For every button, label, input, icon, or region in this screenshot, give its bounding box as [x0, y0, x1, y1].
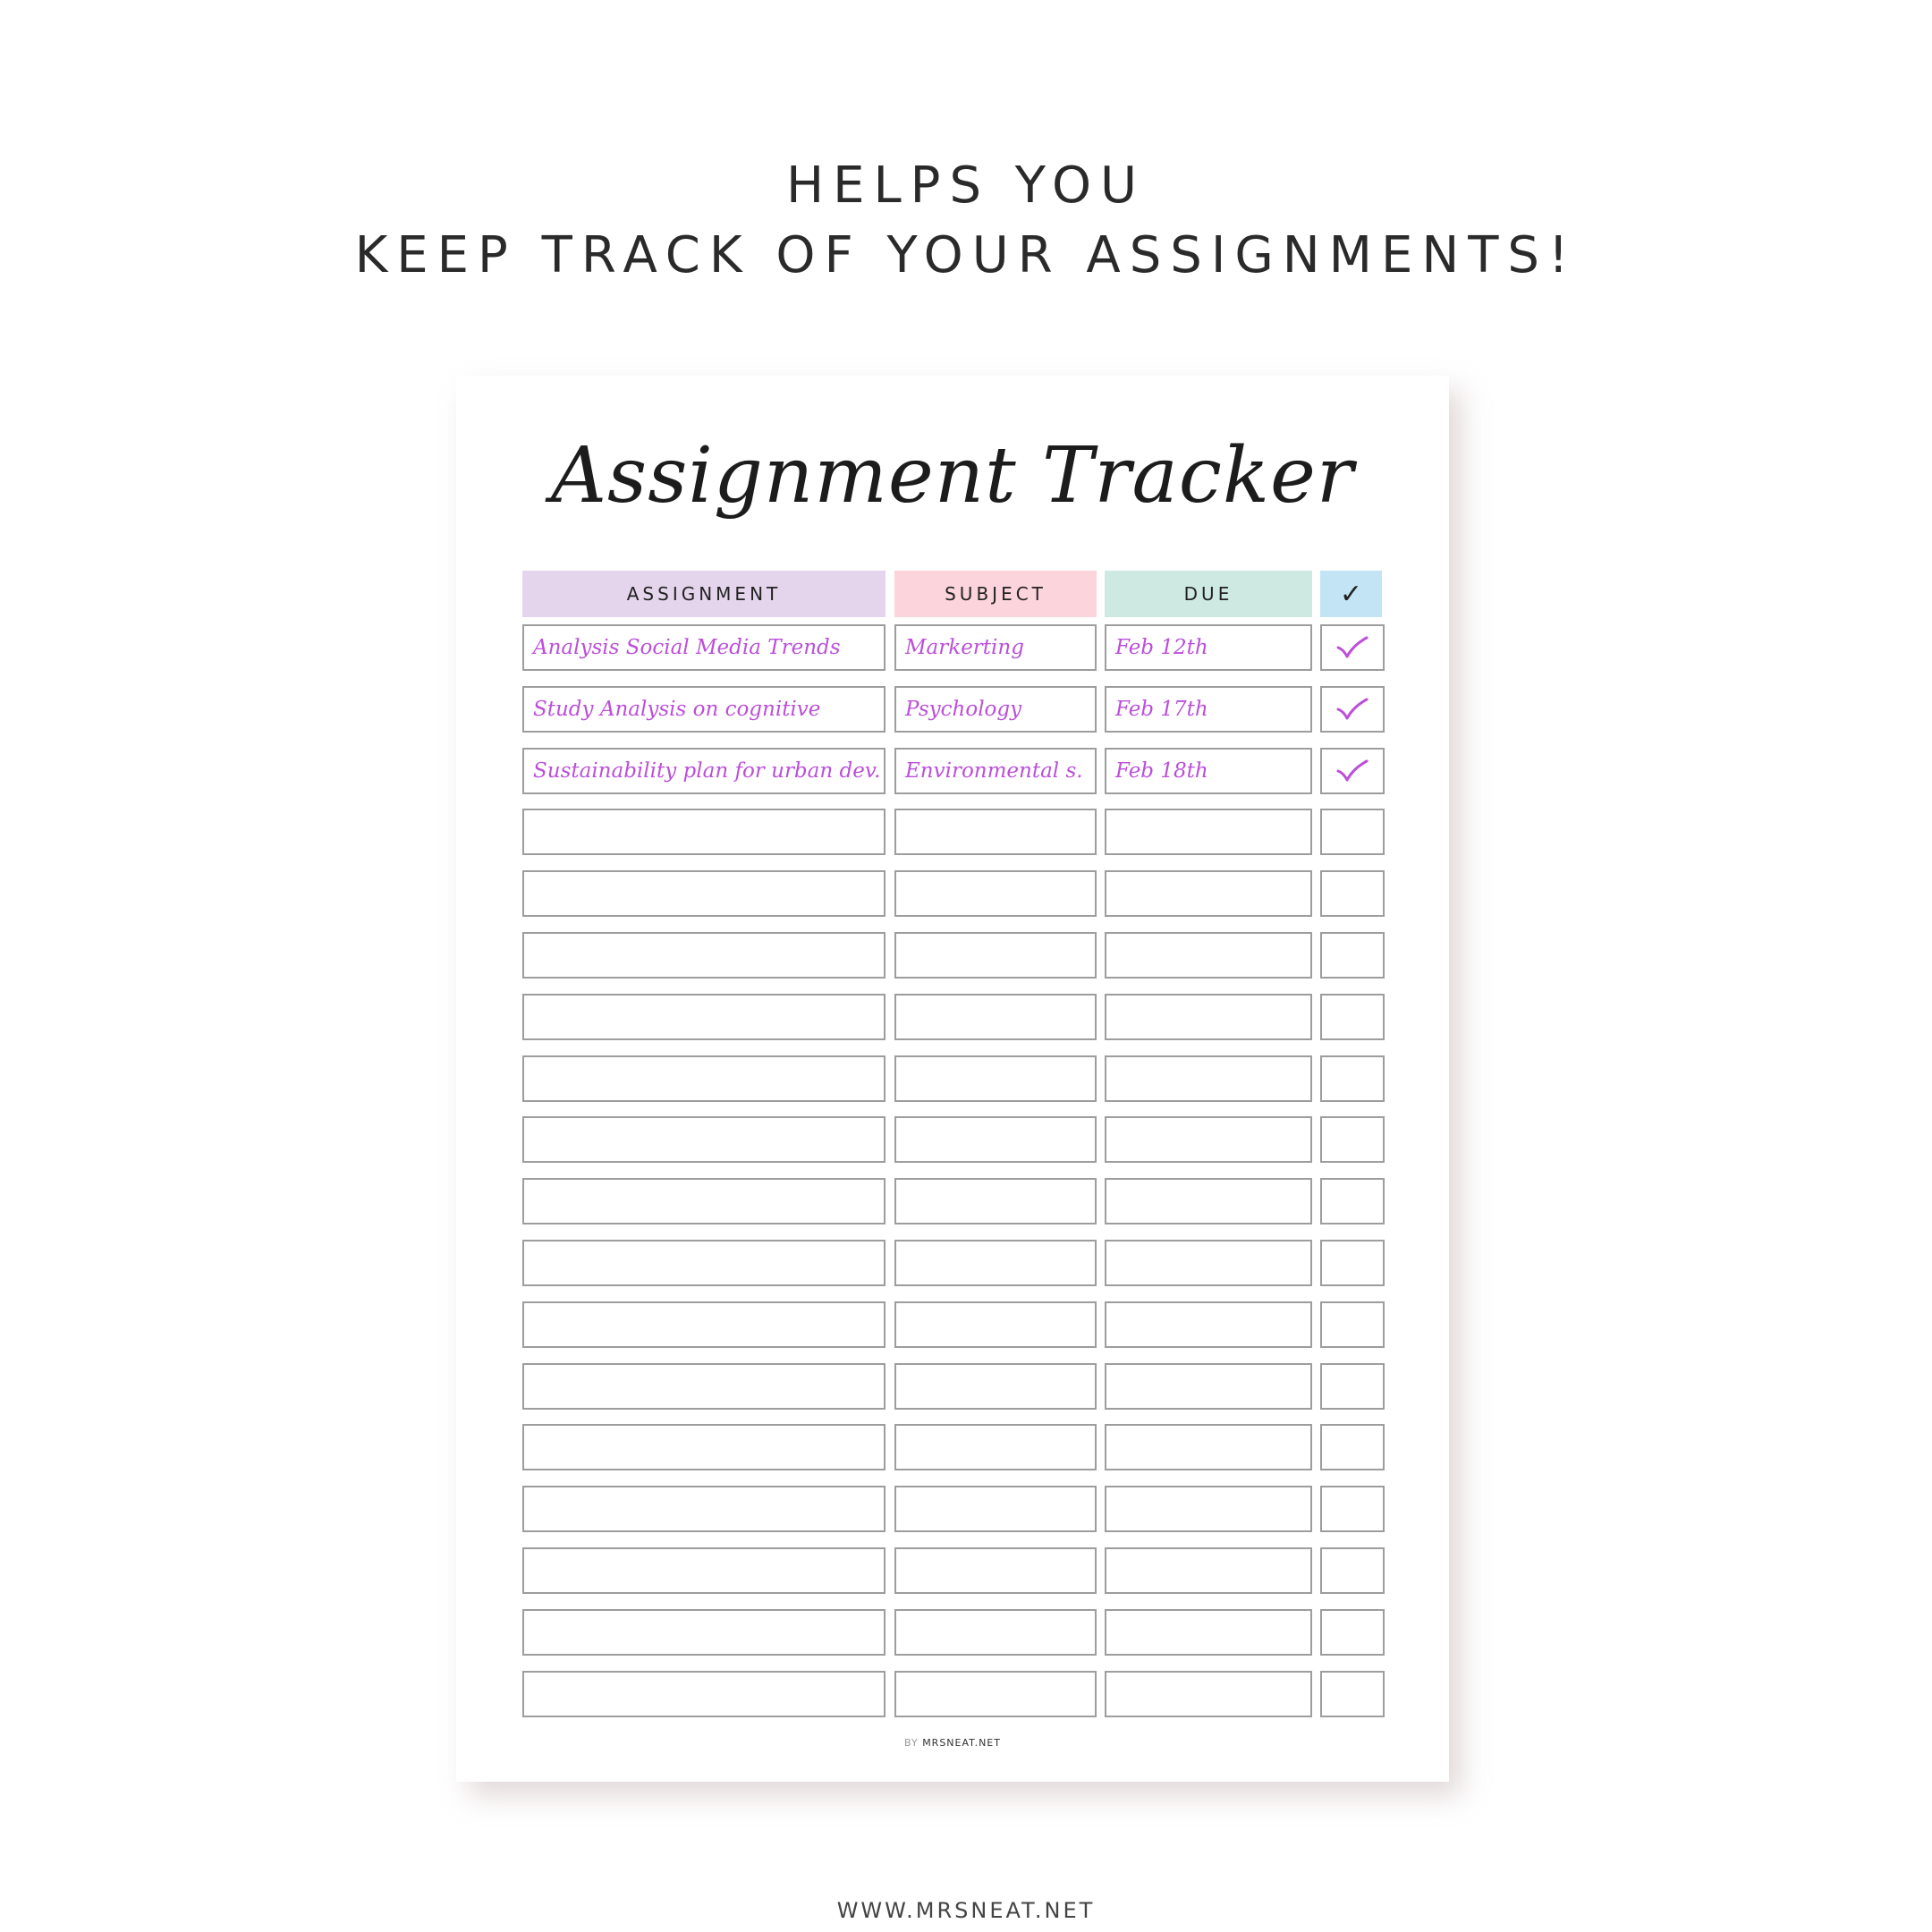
cell-done-row-9[interactable] — [1320, 1116, 1385, 1163]
cell-text-subject: Psychology — [905, 698, 1022, 721]
cell-subject-row-3[interactable] — [894, 748, 1097, 794]
cell-subject-row-13[interactable] — [894, 1363, 1097, 1410]
cell-text-due: Feb 18th — [1115, 759, 1208, 783]
cell-done-row-16[interactable] — [1320, 1547, 1385, 1594]
cell-subject-row-14[interactable] — [894, 1424, 1097, 1470]
cell-done-row-6[interactable] — [1320, 932, 1385, 979]
cell-assignment-row-3[interactable] — [522, 748, 886, 794]
cell-done-row-2[interactable] — [1320, 686, 1385, 733]
cell-subject-row-5[interactable] — [894, 870, 1097, 917]
cell-assignment-row-13[interactable] — [522, 1363, 886, 1410]
cell-due-row-17[interactable] — [1105, 1609, 1312, 1656]
cell-assignment-row-10[interactable] — [522, 1178, 886, 1224]
cell-done-row-7[interactable] — [1320, 994, 1385, 1040]
cell-due-row-18[interactable] — [1105, 1671, 1312, 1717]
tracker-sheet — [456, 376, 1449, 1782]
cell-assignment-row-15[interactable] — [522, 1486, 886, 1532]
cell-subject-row-9[interactable] — [894, 1116, 1097, 1163]
cell-done-row-10[interactable] — [1320, 1178, 1385, 1224]
cell-done-row-1[interactable] — [1320, 624, 1385, 671]
cell-text-due: Feb 12th — [1115, 636, 1208, 659]
cell-done-row-13[interactable] — [1320, 1363, 1385, 1410]
cell-done-row-18[interactable] — [1320, 1671, 1385, 1717]
header-assignment: ASSIGNMENT — [522, 571, 886, 617]
cell-subject-row-1[interactable] — [894, 624, 1097, 671]
cell-due-row-3[interactable] — [1105, 748, 1312, 794]
cell-due-row-5[interactable] — [1105, 870, 1312, 917]
cell-assignment-row-5[interactable] — [522, 870, 886, 917]
cell-assignment-row-18[interactable] — [522, 1671, 886, 1717]
cell-done-row-15[interactable] — [1320, 1486, 1385, 1532]
cell-assignment-row-9[interactable] — [522, 1116, 886, 1163]
cell-due-row-11[interactable] — [1105, 1240, 1312, 1286]
checkmark-icon — [1322, 626, 1383, 669]
cell-subject-row-11[interactable] — [894, 1240, 1097, 1286]
checkmark-icon — [1322, 750, 1383, 792]
cell-done-row-4[interactable] — [1320, 809, 1385, 855]
sheet-title: Assignment Tracker — [550, 431, 1355, 521]
cell-due-row-10[interactable] — [1105, 1178, 1312, 1224]
cell-assignment-row-4[interactable] — [522, 809, 886, 855]
cell-subject-row-2[interactable] — [894, 686, 1097, 733]
cell-subject-row-7[interactable] — [894, 994, 1097, 1040]
cell-due-row-2[interactable] — [1105, 686, 1312, 733]
cell-assignment-row-6[interactable] — [522, 932, 886, 979]
sheet-footer-by: BY — [904, 1737, 919, 1749]
cell-due-row-4[interactable] — [1105, 809, 1312, 855]
cell-text-subject: Environmental s. — [905, 759, 1083, 783]
cell-due-row-14[interactable] — [1105, 1424, 1312, 1470]
cell-text-assignment: Sustainability plan for urban dev. — [533, 759, 881, 783]
cell-subject-row-8[interactable] — [894, 1055, 1097, 1102]
cell-assignment-row-1[interactable] — [522, 624, 886, 671]
cell-subject-row-12[interactable] — [894, 1301, 1097, 1348]
headline-line-1: HELPS YOU — [785, 157, 1147, 215]
header-subject: SUBJECT — [894, 571, 1097, 617]
cell-assignment-row-8[interactable] — [522, 1055, 886, 1102]
cell-assignment-row-14[interactable] — [522, 1424, 886, 1470]
cell-due-row-16[interactable] — [1105, 1547, 1312, 1594]
cell-done-row-17[interactable] — [1320, 1609, 1385, 1656]
cell-done-row-3[interactable] — [1320, 748, 1385, 794]
cell-done-row-11[interactable] — [1320, 1240, 1385, 1286]
checkmark-icon — [1322, 688, 1383, 731]
cell-text-assignment: Analysis Social Media Trends — [533, 636, 841, 659]
cell-text-subject: Markerting — [905, 636, 1024, 659]
cell-due-row-9[interactable] — [1105, 1116, 1312, 1163]
cell-assignment-row-12[interactable] — [522, 1301, 886, 1348]
cell-subject-row-17[interactable] — [894, 1609, 1097, 1656]
cell-due-row-15[interactable] — [1105, 1486, 1312, 1532]
header-done: ✓ — [1320, 571, 1382, 617]
cell-subject-row-6[interactable] — [894, 932, 1097, 979]
cell-done-row-8[interactable] — [1320, 1055, 1385, 1102]
cell-text-assignment: Study Analysis on cognitive — [533, 698, 821, 721]
cell-subject-row-15[interactable] — [894, 1486, 1097, 1532]
cell-assignment-row-2[interactable] — [522, 686, 886, 733]
cell-subject-row-16[interactable] — [894, 1547, 1097, 1594]
cell-done-row-5[interactable] — [1320, 870, 1385, 917]
cell-done-row-12[interactable] — [1320, 1301, 1385, 1348]
cell-subject-row-4[interactable] — [894, 809, 1097, 855]
cell-assignment-row-17[interactable] — [522, 1609, 886, 1656]
cell-assignment-row-11[interactable] — [522, 1240, 886, 1286]
cell-text-due: Feb 17th — [1115, 698, 1208, 721]
cell-due-row-8[interactable] — [1105, 1055, 1312, 1102]
cell-due-row-13[interactable] — [1105, 1363, 1312, 1410]
sheet-footer — [456, 1737, 1449, 1749]
cell-due-row-7[interactable] — [1105, 994, 1312, 1040]
cell-subject-row-18[interactable] — [894, 1671, 1097, 1717]
cell-subject-row-10[interactable] — [894, 1178, 1097, 1224]
cell-due-row-12[interactable] — [1105, 1301, 1312, 1348]
cell-assignment-row-16[interactable] — [522, 1547, 886, 1594]
cell-due-row-6[interactable] — [1105, 932, 1312, 979]
headline-line-2: KEEP TRACK OF YOUR ASSIGNMENTS! — [354, 226, 1578, 284]
footer-url[interactable]: WWW.MRSNEAT.NET — [836, 1898, 1096, 1923]
header-due: DUE — [1105, 571, 1312, 617]
sheet-footer-brand: MRSNEAT.NET — [922, 1737, 1001, 1749]
cell-assignment-row-7[interactable] — [522, 994, 886, 1040]
cell-done-row-14[interactable] — [1320, 1424, 1385, 1470]
cell-due-row-1[interactable] — [1105, 624, 1312, 671]
